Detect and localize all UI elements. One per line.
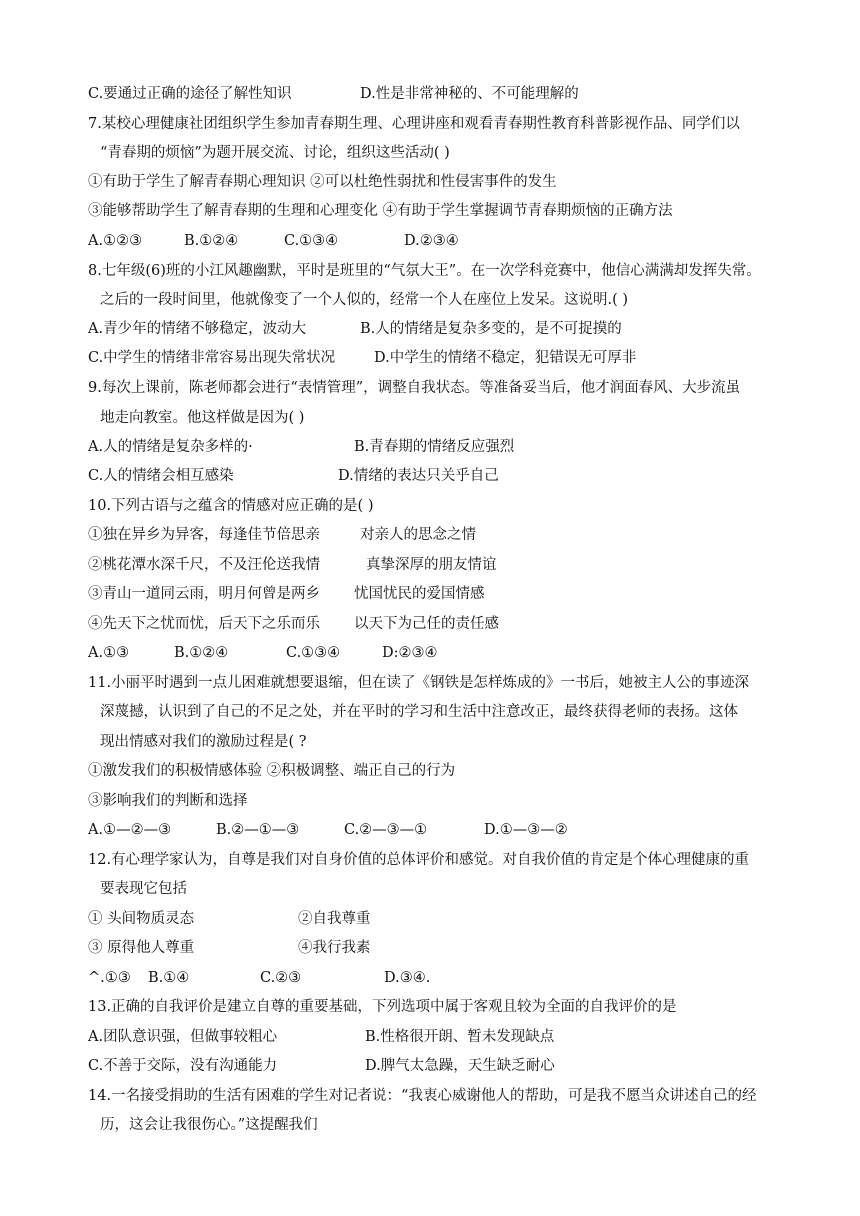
option-b: B.性格很开朗、暂未发现缺点: [365, 1029, 555, 1045]
option-d: D.②③④: [404, 233, 459, 249]
q11-statement-12: ①激发我们的积极情感体验 ②积极调整、端正自己的行为: [88, 763, 456, 779]
q9-options-cd: [88, 466, 499, 486]
option-a: A.人的情绪是复杂多样的·: [88, 439, 253, 455]
option-b: B.①②④: [174, 645, 229, 661]
option-a: A.团队意识强，但做事较粗心: [88, 1029, 278, 1045]
emotion: 忧国忧民的爱国情感: [354, 586, 485, 602]
q11-options: [88, 820, 568, 840]
statement-3: ③ 原得他人尊重: [88, 940, 195, 956]
option-a: A.青少年的情绪不够稳定，波动大: [88, 321, 307, 337]
q7-statement-12: ①有助于学生了解青春期心理知识 ②可以杜绝性弱扰和性侵害事件的发生: [88, 174, 557, 190]
statement-2: ②自我尊重: [298, 911, 371, 927]
option-a: A.①③: [88, 645, 130, 661]
q10-pair-2: [88, 555, 497, 575]
statement-4: ④我行我素: [298, 940, 371, 956]
q11-stem: 11.小丽平时遇到一点儿困难就想要退缩，但在读了《钢铁是怎样炼成的》一书后，她被主人公的事迹深: [88, 675, 750, 691]
q10-pair-4: [88, 614, 499, 634]
option-a: A.①—②—③: [88, 822, 172, 838]
q9-stem: 9.每次上课前，陈老师都会进行“表情管理”，调整自我状态。等准备妥当后，他才润面春风、大步流虽: [88, 380, 741, 396]
q8-stem: 8.七年级(6)班的小江风趣幽默，平时是班里的“气氛大王”。在一次学科竞赛中，他信心满满却发挥失常。: [88, 263, 761, 279]
emotion: 以天下为己任的责任感: [354, 616, 499, 632]
option-c: C.不善于交际，没有沟通能力: [88, 1058, 278, 1074]
q7-statement-34: ③能够帮助学生了解青春期的生理和心理变化 ④有助于学生掌握调节青春期烦恼的正确方法: [88, 203, 673, 219]
option-c: C.②③: [260, 970, 302, 986]
emotion: 真挚深厚的朋友情谊: [366, 557, 497, 573]
option-b: B.①④: [148, 970, 190, 986]
q10-stem: 10.下列古语与之蕴含的情感对应正确的是( ): [88, 498, 374, 514]
q8-options-ab: [88, 319, 622, 339]
q9-stem-cont: 地走向教室。他这样做是因为( ): [100, 410, 305, 426]
q10-pair-3: [88, 584, 485, 604]
option-d: D:②③④: [382, 645, 438, 661]
option-c: C.①③④: [284, 233, 339, 249]
q7-options: [88, 231, 459, 251]
q10-pair-1: [88, 525, 476, 545]
q12-options: [88, 968, 430, 988]
q7-stem-cont: “青春期的烦恼”为题开展交流、讨论，组织这些活动( ): [100, 145, 450, 161]
q7-stem: 7.某校心理健康社团组织学生参加青春期生理、心理讲座和观看青春期性教育科普影视作品、同学们以: [88, 116, 740, 132]
option-d: D.脾气太急躁，天生缺乏耐心: [365, 1058, 555, 1074]
option-d: D.性是非常神秘的、不可能理解的: [360, 86, 579, 102]
q11-stem-cont-1: 深蔑撼，认识到了自己的不足之处，并在平时的学习和生活中注意改正，最终获得老师的表扬。这体: [100, 704, 738, 720]
ancient-verse: ③青山一道同云雨，明月何曾是两乡: [88, 586, 320, 602]
option-d: D.情绪的表达只关乎自己: [338, 468, 499, 484]
ancient-verse: ①独在异乡为异客，每逢佳节倍思亲: [88, 527, 320, 543]
option-b: B.②—①—③: [216, 822, 300, 838]
q8-options-cd: [88, 348, 636, 368]
statement-1: ① 头间物质灵态: [88, 911, 195, 927]
option-c: C.要通过正确的途径了解性知识: [88, 86, 292, 102]
option-b: B.人的情绪是复杂多变的，是不可捉摸的: [360, 321, 622, 337]
q6-options-cd: [88, 84, 579, 104]
option-c: C.中学生的情绪非常容易出现失常状况: [88, 350, 336, 366]
option-a: ^.①③: [88, 970, 131, 986]
q14-stem-cont: 历，这会让我很伤心。”这提醒我们: [100, 1117, 318, 1133]
q12-stem-cont: 要表现它包括: [100, 881, 187, 897]
q11-stem-cont-2: 现出情感对我们的激励过程是( ?: [100, 734, 307, 750]
option-b: B.①②④: [184, 233, 239, 249]
option-d: D.中学生的情绪不稳定，犯错误无可厚非: [374, 350, 637, 366]
option-c: C.②—③—①: [344, 822, 428, 838]
q13-options-cd: [88, 1056, 555, 1076]
q12-statement-12: [88, 909, 371, 929]
emotion: 对亲人的思念之情: [360, 527, 476, 543]
ancient-verse: ④先天下之忧而忧，后天下之乐而乐: [88, 616, 320, 632]
q9-options-ab: [88, 437, 514, 457]
q12-statement-34: [88, 938, 371, 958]
q10-options: [88, 643, 438, 663]
q12-stem: 12.有心理学家认为，自尊是我们对自身价值的总体评价和感觉。对自我价值的肯定是个体心理健康的重: [88, 852, 750, 868]
option-a: A.①②③: [88, 233, 143, 249]
ancient-verse: ②桃花潭水深千尺，不及汪伦送我情: [88, 557, 320, 573]
option-d: D.①—③—②: [484, 822, 568, 838]
q13-options-ab: [88, 1027, 554, 1047]
option-b: B.青春期的情绪反应强烈: [354, 439, 515, 455]
option-d: D.③④.: [384, 970, 431, 986]
option-c: C.①③④: [286, 645, 341, 661]
q11-statement-3: ③影响我们的判断和选择: [88, 793, 248, 809]
option-c: C.人的情绪会相互感染: [88, 468, 234, 484]
q14-stem: 14.一名接受捐助的生活有困难的学生对记者说：“我衷心威谢他人的帮助，可是我不愿当众讲述自己的经: [88, 1088, 757, 1104]
q13-stem: 13.正确的自我评价是建立自尊的重要基础，下列选项中属于客观且较为全面的自我评价的是: [88, 999, 677, 1015]
q8-stem-cont: 之后的一段时间里，他就像变了一个人似的，经常一个人在座位上发呆。这说明.( ): [100, 292, 629, 308]
